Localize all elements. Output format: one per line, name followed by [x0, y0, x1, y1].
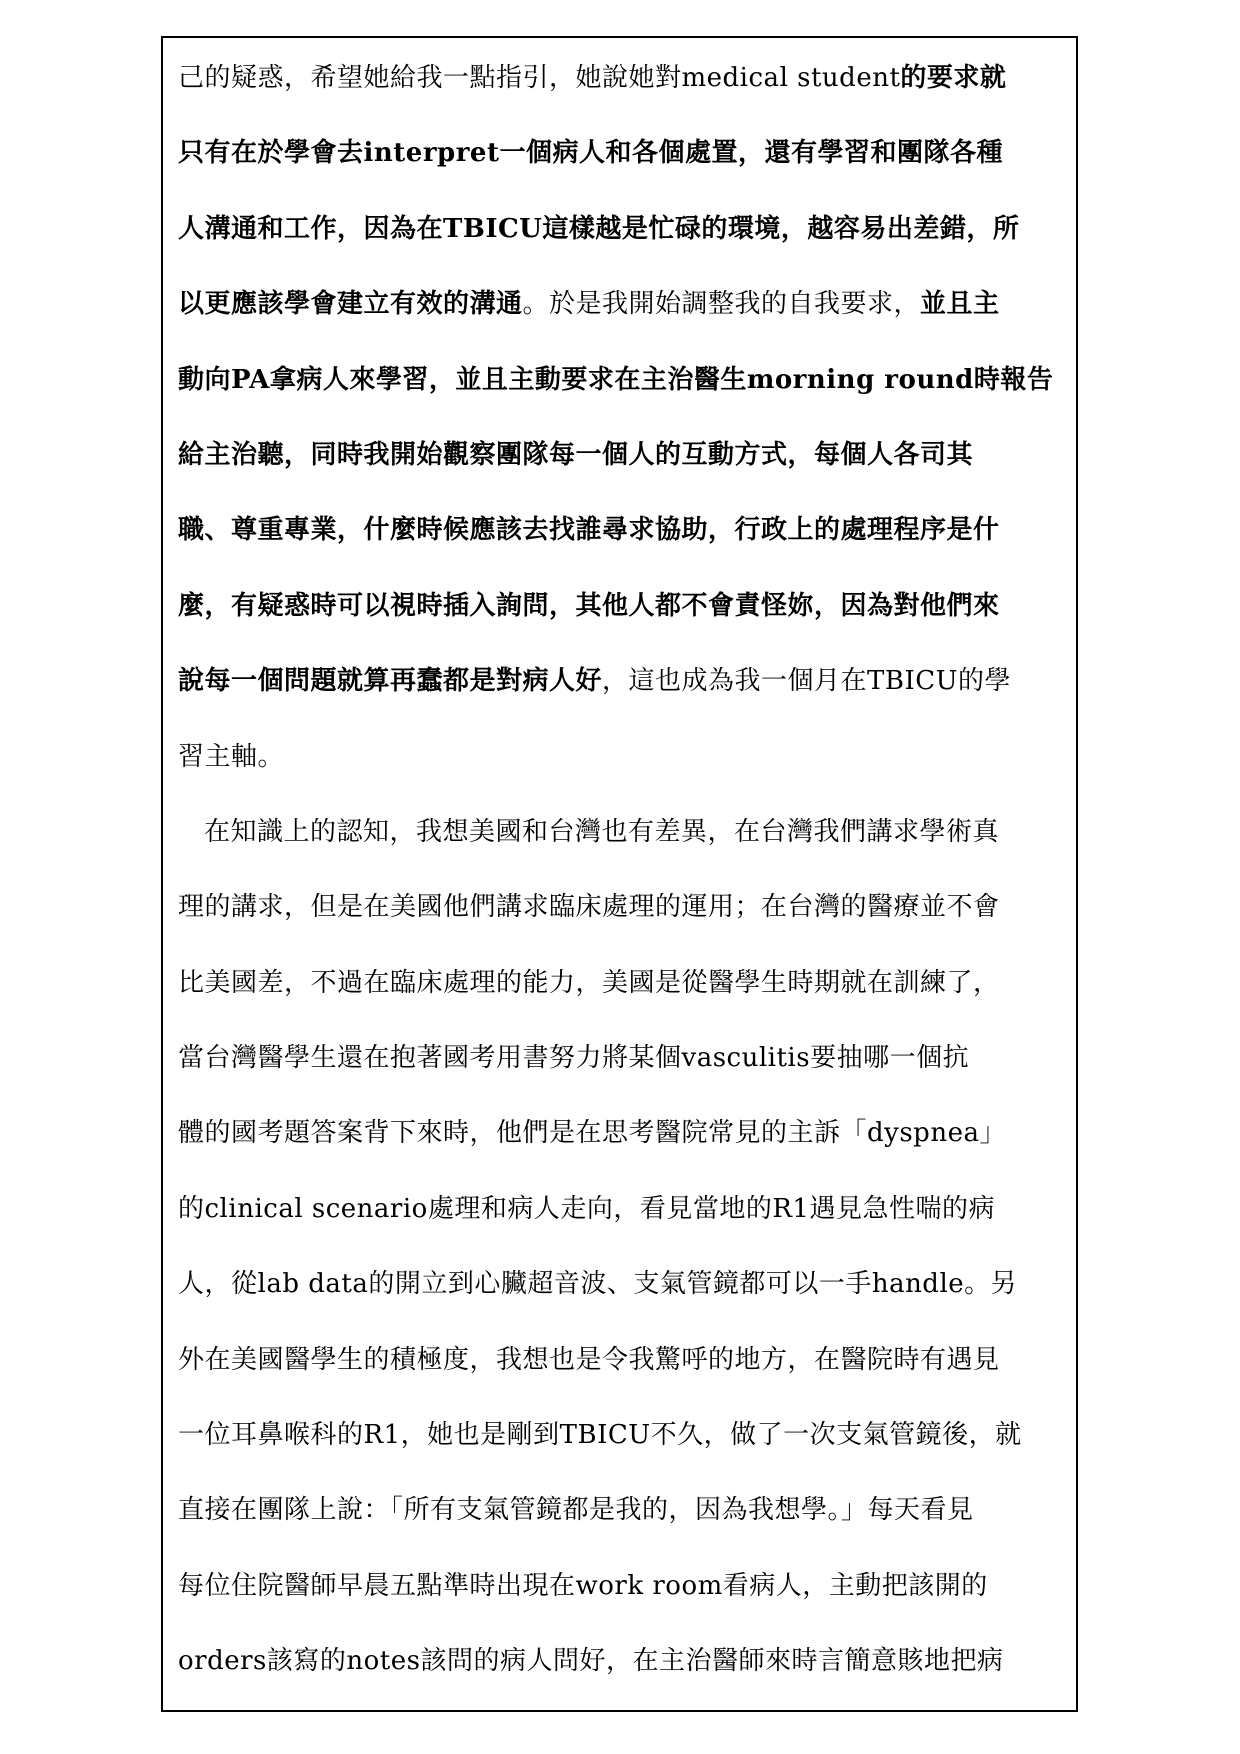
bold-text-segment: 給主治聽，同時我開始觀察團隊每一個人的互動方式，每個人各司其 — [178, 439, 974, 470]
text-line — [178, 663, 1068, 738]
text-segment: 。於是我開始調整我的自我要求， — [522, 289, 921, 320]
bold-text-segment: 只有在於學會去interpret一個病人和各個處置，還有學習和團隊各種 — [178, 138, 1003, 169]
bold-text-segment: 動向PA拿病人來學習，並且主動要求在主治醫生morning round時報告 — [178, 364, 1054, 395]
text-line — [178, 739, 1068, 814]
text-segment: 直接在團隊上說：「所有支氣管鏡都是我的，因為我想學。」每天看見 — [178, 1495, 974, 1526]
bold-text-segment: 的要求就 — [900, 63, 1007, 93]
text-line — [178, 362, 1068, 437]
bold-text-segment: 職、尊重專業，什麼時候應該去找誰尋求協助，行政上的處理程序是什 — [178, 515, 1000, 546]
text-segment: orders該寫的notes該問的病人問好，在主治醫師來時言簡意賅地把病 — [178, 1646, 1004, 1677]
text-line — [178, 512, 1068, 587]
text-line — [178, 1191, 1068, 1266]
text-line — [178, 1417, 1068, 1492]
text-line — [178, 1115, 1068, 1190]
text-segment: 習主軸。 — [178, 741, 285, 772]
text-line — [178, 1492, 1068, 1567]
text-line — [178, 814, 1068, 889]
text-segment: 在知識上的認知，我想美國和台灣也有差異，在台灣我們講求學術真 — [204, 816, 1000, 847]
text-segment: 體的國考題答案背下來時，他們是在思考醫院常見的主訴「dyspnea」 — [178, 1118, 1006, 1149]
text-segment: 當台灣醫學生還在抱著國考用書努力將某個vasculitis要抽哪一個抗 — [178, 1043, 970, 1074]
text-line — [178, 286, 1068, 361]
text-line — [178, 1266, 1068, 1341]
text-line — [178, 965, 1068, 1040]
text-segment: 己的疑惑，希望她給我一點指引，她說她對medical student — [178, 63, 901, 93]
text-line — [178, 588, 1068, 663]
text-segment: 人，從lab data的開立到心臟超音波、支氣管鏡都可以一手handle。另 — [178, 1269, 1018, 1300]
text-segment: 每位住院醫師早晨五點準時出現在work room看病人，主動把該開的 — [178, 1570, 988, 1601]
text-segment: ，這也成為我一個月在TBICU的學 — [602, 666, 1012, 697]
text-line — [178, 1643, 1068, 1718]
bold-text-segment: 人溝通和工作，因為在TBICU這樣越是忙碌的環境，越容易出差錯，所 — [178, 213, 1020, 244]
text-line — [178, 60, 1068, 135]
bold-text-segment: 並且主 — [920, 289, 1000, 320]
text-segment: 理的講求，但是在美國他們講求臨床處理的運用；在台灣的醫療並不會 — [178, 892, 1000, 923]
text-line — [178, 889, 1068, 964]
text-line — [178, 437, 1068, 512]
text-line — [178, 211, 1068, 286]
text-line — [178, 1568, 1068, 1643]
text-segment: 的clinical scenario處理和病人走向，看見當地的R1遇見急性喘的病 — [178, 1193, 995, 1224]
bold-text-segment: 麼，有疑惑時可以視時插入詢問，其他人都不會責怪妳，因為對他們來 — [178, 590, 1000, 621]
bold-text-segment: 以更應該學會建立有效的溝通 — [178, 289, 523, 320]
text-line — [178, 1040, 1068, 1115]
text-segment: 比美國差，不過在臨床處理的能力，美國是從醫學生時期就在訓練了， — [178, 967, 1000, 998]
text-line — [178, 135, 1068, 210]
text-line — [178, 1342, 1068, 1417]
body-text — [178, 60, 1068, 1719]
text-segment: 外在美國醫學生的積極度，我想也是令我驚呼的地方，在醫院時有遇見 — [178, 1344, 1000, 1375]
bold-text-segment: 說每一個問題就算再蠢都是對病人好 — [178, 666, 603, 697]
text-segment: 一位耳鼻喉科的R1，她也是剛到TBICU不久，做了一次支氣管鏡後，就 — [178, 1420, 1022, 1451]
